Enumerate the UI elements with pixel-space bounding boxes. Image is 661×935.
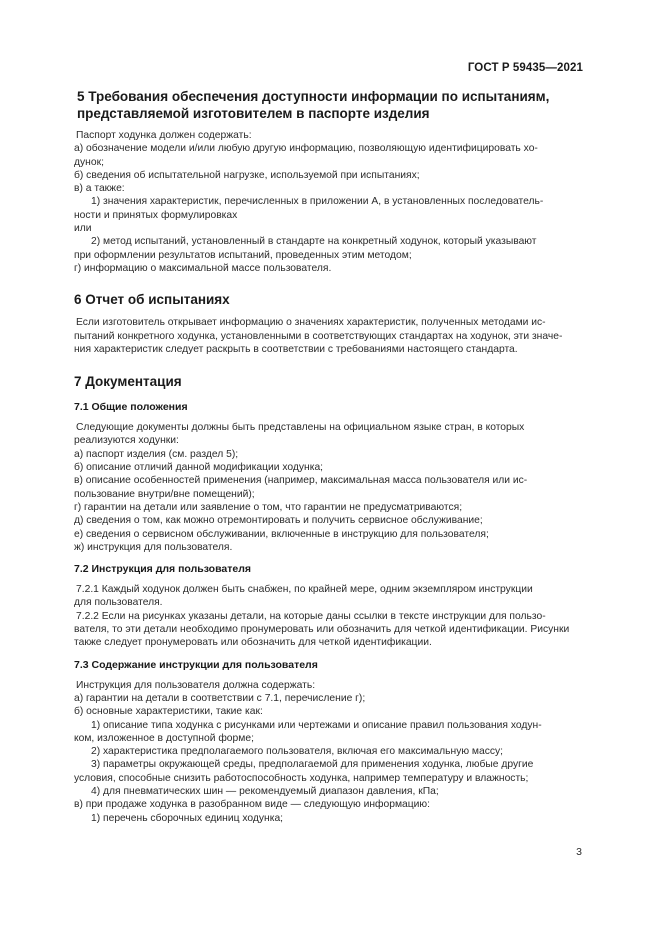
list-item: а) обозначение модели и/или любую другую информацию, позволяющую идентифицировать хо- <box>74 143 538 155</box>
list-item: 2) метод испытаний, установленный в стандарте на конкретный ходунок, который указывают <box>91 236 537 248</box>
paragraph-line: для пользователя. <box>74 597 163 609</box>
list-item: г) информацию о максимальной массе пользователя. <box>74 262 332 274</box>
list-item: в) описание особенностей применения (например, максимальная масса пользователя или ис- <box>74 475 528 487</box>
list-item: 1) значения характеристик, перечисленных в приложении А, в установленных последователь- <box>91 196 544 208</box>
list-item: 3) параметры окружающей среды, предполагаемой для применения ходунка, любые другие <box>91 759 534 771</box>
paragraph-line: также следует пронумеровать или обозначить для четкой идентификации. <box>74 637 432 649</box>
list-item: д) сведения о том, как можно отремонтировать и получить сервисное обслуживание; <box>74 515 483 527</box>
paragraph-line: пользование внутри/вне помещений); <box>74 488 255 500</box>
list-item: а) гарантии на детали в соответствии с 7.1, перечисление г); <box>74 692 366 704</box>
section-5 <box>74 88 582 275</box>
paragraph-line: ности и принятых формулировках <box>74 209 238 221</box>
paragraph-line: пытаний конкретного ходунка, установленными в соответствующих стандартах на ходунок, эти значе- <box>74 330 563 342</box>
section-6-title: 6 Отчет об испытаниях <box>74 292 230 308</box>
section-7-title: 7 Документация <box>74 374 182 390</box>
section-5-title-line-2: представляемой изготовителем в паспорте изделия <box>77 106 430 121</box>
list-item: б) описание отличий данной модификации ходунка; <box>74 462 324 474</box>
paragraph-line: 7.2.2 Если на рисунках указаны детали, на которые даны ссылки в тексте инструкции для пользо- <box>76 610 546 622</box>
paragraph-line: или <box>74 223 92 235</box>
paragraph-line: вателя, то эти детали необходимо пронумеровать или обозначить для четкой идентификации. Рисунки <box>74 624 570 636</box>
list-item: а) паспорт изделия (см. раздел 5); <box>74 448 239 460</box>
paragraph-line: 7.2.1 Каждый ходунок должен быть снабжен, по крайней мере, одним экземпляром инструкции <box>76 584 533 596</box>
list-item: б) сведения об испытательной нагрузке, используемой при испытаниях; <box>74 169 420 181</box>
paragraph-line: Следующие документы должны быть представлены на официальном языке стран, в которых <box>76 422 525 434</box>
list-item: г) гарантии на детали или заявление о том, что гарантии не предусматриваются; <box>74 501 463 513</box>
paragraph-line: ния характеристик следует раскрыть в соответствии с требованиями настоящего стандарта. <box>74 343 518 355</box>
paragraph-line: Паспорт ходунка должен содержать: <box>76 130 252 141</box>
list-item: б) основные характеристики, такие как: <box>74 706 263 718</box>
subsection-7-1-title: 7.1 Общие положения <box>74 401 188 414</box>
list-item: ж) инструкция для пользователя. <box>74 541 233 553</box>
paragraph-line: реализуются ходунки: <box>74 435 179 447</box>
subsection-7-2-title: 7.2 Инструкция для пользователя <box>74 563 252 576</box>
document-code: ГОСТ Р 59435—2021 <box>467 62 583 74</box>
section-7 <box>74 373 582 825</box>
list-item: 1) описание типа ходунка с рисунками или чертежами и описание правил пользования ходун- <box>91 719 542 731</box>
list-item: 4) для пневматических шин — рекомендуемый диапазон давления, кПа; <box>91 785 439 797</box>
paragraph-line: при оформлении результатов испытаний, проведенных этим методом; <box>74 249 412 261</box>
paragraph-line: ком, изложенное в доступной форме; <box>74 732 254 744</box>
paragraph-line: условия, способные снизить работоспособность ходунка, например температуру и влажность; <box>74 772 529 784</box>
section-5-title-line-1: 5 Требования обеспечения доступности информации по испытаниям, <box>77 89 550 104</box>
paragraph-line: Инструкция для пользователя должна содержать: <box>76 679 316 691</box>
list-item: в) а также: <box>74 183 125 195</box>
list-item: в) при продаже ходунка в разобранном виде — следующую информацию: <box>74 799 431 811</box>
document-body <box>74 88 582 825</box>
paragraph-line: дунок; <box>74 156 104 168</box>
paragraph-line: Если изготовитель открывает информацию о значениях характеристик, полученных методами ис- <box>76 317 546 329</box>
list-item: 2) характеристика предполагаемого пользователя, включая его максимальную массу; <box>91 746 504 758</box>
section-6 <box>74 291 582 356</box>
list-item: 1) перечень сборочных единиц ходунка; <box>91 812 284 824</box>
list-item: е) сведения о сервисном обслуживании, включенные в инструкцию для пользователя; <box>74 528 489 540</box>
page-number: 3 <box>576 846 582 858</box>
subsection-7-3-title: 7.3 Содержание инструкции для пользователя <box>74 658 318 671</box>
